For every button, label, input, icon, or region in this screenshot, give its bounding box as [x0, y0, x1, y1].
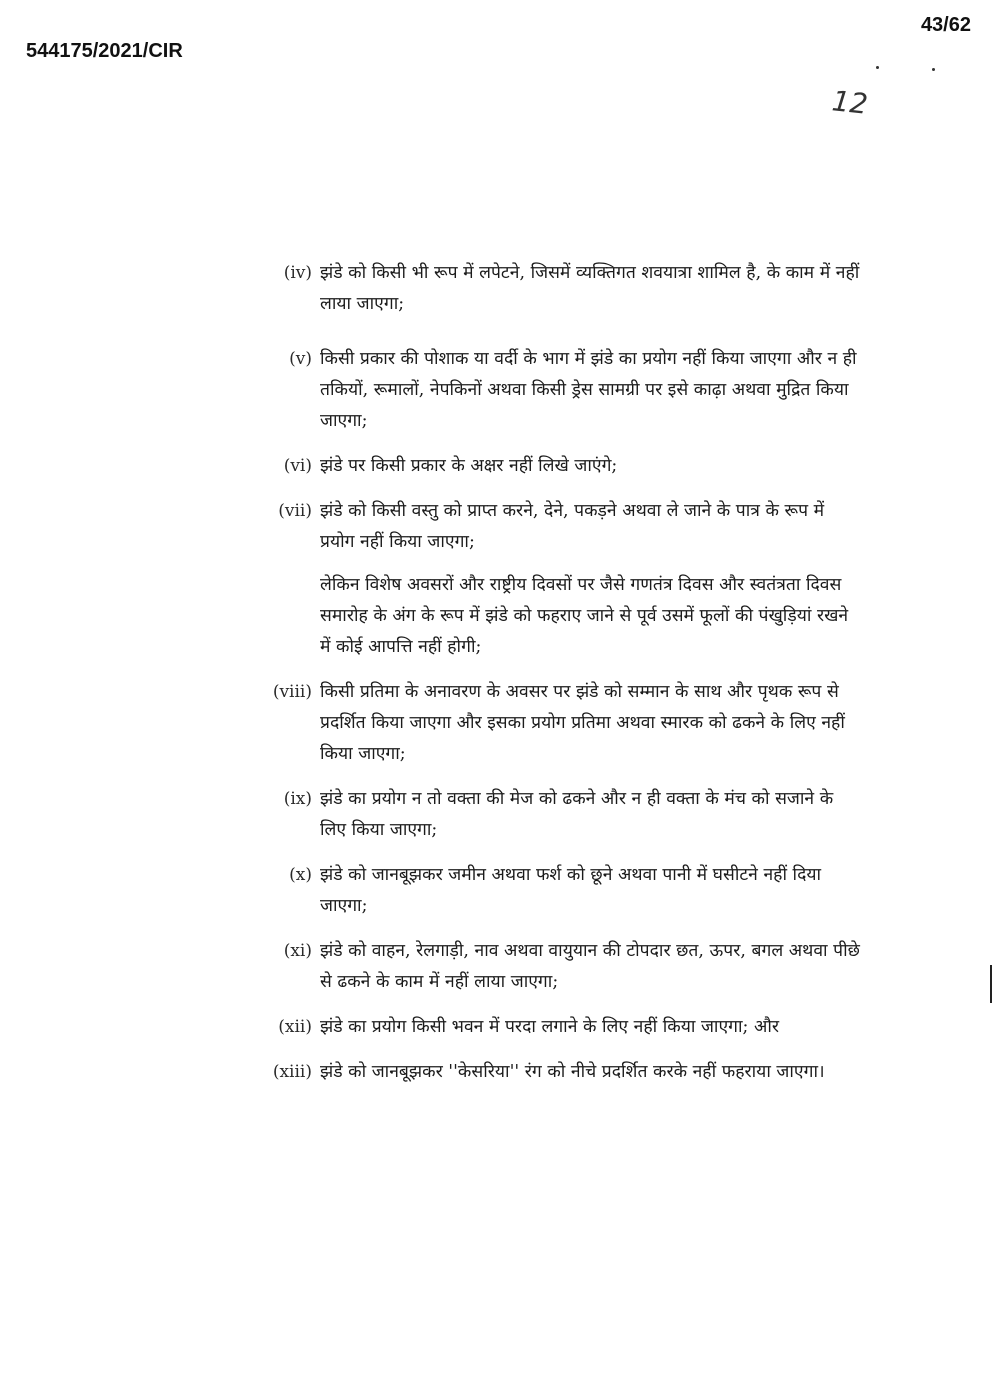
clause-item [262, 344, 862, 437]
clause-item [262, 1012, 862, 1043]
clause-item [262, 860, 862, 922]
clause-text: झंडे पर किसी प्रकार के अक्षर नहीं लिखे जाएंगे; [320, 456, 618, 476]
clause-item [262, 1057, 862, 1088]
clause-number: (xii) [278, 1017, 312, 1037]
clause-text: झंडे को जानबूझकर ''केसरिया'' रंग को नीचे प्रदर्शित करके नहीं फहराया जाएगा। [320, 1062, 825, 1082]
clause-item [262, 451, 862, 482]
clause-text: झंडे को जानबूझकर जमीन अथवा फर्श को छूने अथवा पानी में घसीटने नहीं दिया जाएगा; [320, 865, 822, 916]
clause-number: (x) [289, 865, 312, 885]
page-number: 43/62 [920, 14, 971, 36]
clause-proviso [262, 570, 862, 663]
clause-number: (viii) [272, 682, 312, 702]
clause-list [262, 258, 862, 1088]
document-reference: 544175/2021/CIR [26, 40, 183, 62]
clause-item [262, 784, 862, 846]
clause-number: (xi) [283, 941, 312, 961]
scan-speck [932, 68, 935, 71]
clause-number: (ix) [283, 789, 312, 809]
clause-item [262, 677, 862, 770]
clause-text: लेकिन विशेष अवसरों और राष्ट्रीय दिवसों पर जैसे गणतंत्र दिवस और स्वतंत्रता दिवस समारोह के अंग के रूप में झंडे को फहराए जाने से पूर्व उसमें फूलों की पंखुड़ियां रखने में कोई आपत्ति नहीं होगी; [320, 575, 849, 657]
clause-number: (vii) [278, 501, 312, 521]
clause-number: (xiii) [272, 1062, 312, 1082]
clause-text: झंडे का प्रयोग न तो वक्ता की मेज को ढकने और न ही वक्ता के मंच को सजाने के लिए किया जाएगा; [320, 789, 834, 840]
scan-edge-mark [990, 965, 992, 1003]
clause-text: झंडे को किसी भी रूप में लपेटने, जिसमें व्यक्तिगत शवयात्रा शामिल है, के काम में नहीं लाया जाएगा; [320, 263, 860, 314]
scan-speck [876, 66, 879, 69]
clause-text: झंडे को किसी वस्तु को प्राप्त करने, देने, पकड़ने अथवा ले जाने के पात्र के रूप में प्रयोग नहीं किया जाएगा; [320, 501, 825, 552]
clause-item [262, 258, 862, 320]
clause-number: (v) [289, 349, 312, 369]
clause-text: झंडे का प्रयोग किसी भवन में परदा लगाने के लिए नहीं किया जाएगा; और [320, 1017, 780, 1037]
clause-text: किसी प्रकार की पोशाक या वर्दी के भाग में झंडे का प्रयोग नहीं किया जाएगा और न ही तकियों, रूमालों, नेपकिनों अथवा किसी ड्रेस सामग्री पर इसे काढ़ा अथवा मुद्रित किया जाएगा; [320, 349, 857, 431]
clause-text: किसी प्रतिमा के अनावरण के अवसर पर झंडे को सम्मान के साथ और पृथक रूप से प्रदर्शित किया जाएगा और इसका प्रयोग प्रतिमा अथवा स्मारक को ढकने के लिए नहीं किया जाएगा; [320, 682, 845, 764]
clause-text: झंडे को वाहन, रेलगाड़ी, नाव अथवा वायुयान की टोपदार छत, ऊपर, बगल अथवा पीछे से ढकने के काम में नहीं लाया जाएगा; [320, 941, 860, 992]
clause-item [262, 496, 862, 558]
handwritten-page-mark: 12 [830, 84, 870, 121]
clause-item [262, 936, 862, 998]
clause-number: (iv) [283, 263, 312, 283]
clause-number: (vi) [283, 456, 312, 476]
